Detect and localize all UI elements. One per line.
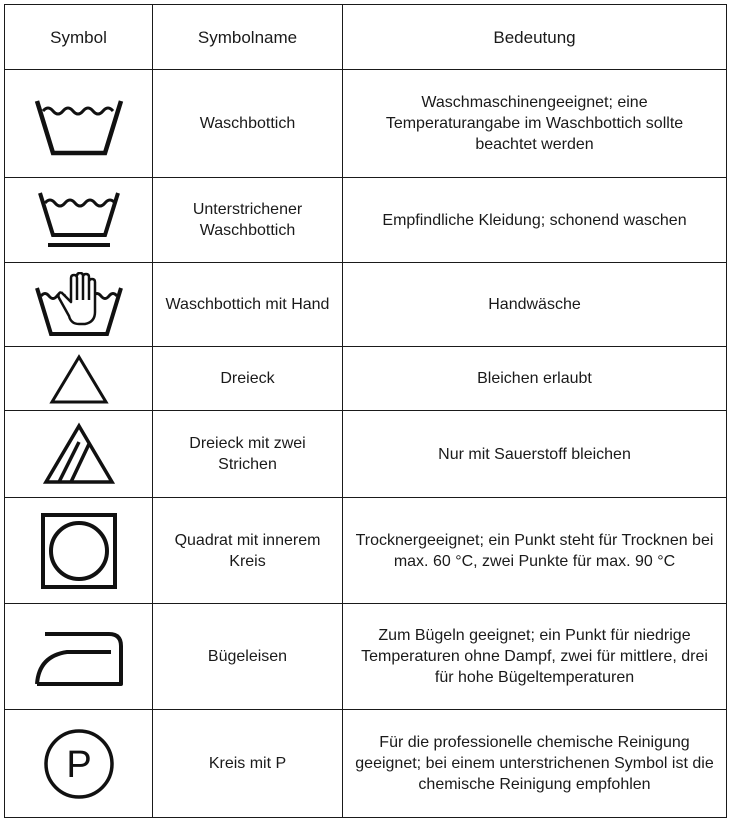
symbol-name: Bügeleisen bbox=[153, 604, 343, 710]
symbol-name: Unterstrichener Waschbottich bbox=[153, 178, 343, 263]
symbol-name: Kreis mit P bbox=[153, 710, 343, 818]
hand-wash-tub-icon bbox=[31, 272, 127, 338]
table-row bbox=[5, 70, 727, 178]
table-row bbox=[5, 710, 727, 818]
symbol-meaning: Trocknergeeignet; ein Punkt steht für Trocknen bei max. 60 °C, zwei Punkte für max. 90 °C bbox=[343, 498, 727, 604]
symbol-cell bbox=[5, 411, 153, 498]
symbol-meaning: Waschmaschinengeeignet; eine Temperaturangabe im Waschbottich sollte beachtet werden bbox=[343, 70, 727, 178]
triangle-two-stripes-icon bbox=[43, 422, 115, 486]
symbol-cell bbox=[5, 710, 153, 818]
symbol-meaning: Nur mit Sauerstoff bleichen bbox=[343, 411, 727, 498]
wash-tub-icon bbox=[31, 89, 127, 159]
table-row bbox=[5, 347, 727, 411]
table-row bbox=[5, 498, 727, 604]
table-row bbox=[5, 263, 727, 347]
symbol-meaning: Handwäsche bbox=[343, 263, 727, 347]
symbol-meaning: Empfindliche Kleidung; schonend waschen bbox=[343, 178, 727, 263]
circle-p-letter: P bbox=[65, 743, 92, 786]
symbol-cell bbox=[5, 604, 153, 710]
symbol-cell bbox=[5, 347, 153, 411]
symbol-name: Waschbottich bbox=[153, 70, 343, 178]
header-bedeutung: Bedeutung bbox=[343, 5, 727, 70]
symbol-name: Dreieck mit zwei Strichen bbox=[153, 411, 343, 498]
symbol-meaning: Bleichen erlaubt bbox=[343, 347, 727, 411]
symbol-cell bbox=[5, 178, 153, 263]
table-row bbox=[5, 604, 727, 710]
symbol-cell bbox=[5, 70, 153, 178]
symbol-meaning: Für die professionelle chemische Reinigung geeignet; bei einem unterstrichenen Symbol ist die chemische Reinigung empfohlen bbox=[343, 710, 727, 818]
symbol-name: Waschbottich mit Hand bbox=[153, 263, 343, 347]
square-circle-icon bbox=[39, 511, 119, 591]
table-header-row bbox=[5, 5, 727, 70]
symbol-cell bbox=[5, 498, 153, 604]
iron-icon bbox=[31, 626, 127, 688]
triangle-icon bbox=[48, 353, 110, 405]
table-row bbox=[5, 178, 727, 263]
underlined-wash-tub-icon bbox=[34, 189, 124, 251]
care-symbols-table bbox=[4, 4, 727, 818]
symbol-name: Quadrat mit innerem Kreis bbox=[153, 498, 343, 604]
header-symbol: Symbol bbox=[5, 5, 153, 70]
header-symbolname: Symbolname bbox=[153, 5, 343, 70]
table-row bbox=[5, 411, 727, 498]
circle-p-icon bbox=[39, 724, 119, 804]
symbol-cell bbox=[5, 263, 153, 347]
symbol-name: Dreieck bbox=[153, 347, 343, 411]
symbol-meaning: Zum Bügeln geeignet; ein Punkt für niedrige Temperaturen ohne Dampf, zwei für mittlere, drei für hohe Bügeltemperaturen bbox=[343, 604, 727, 710]
